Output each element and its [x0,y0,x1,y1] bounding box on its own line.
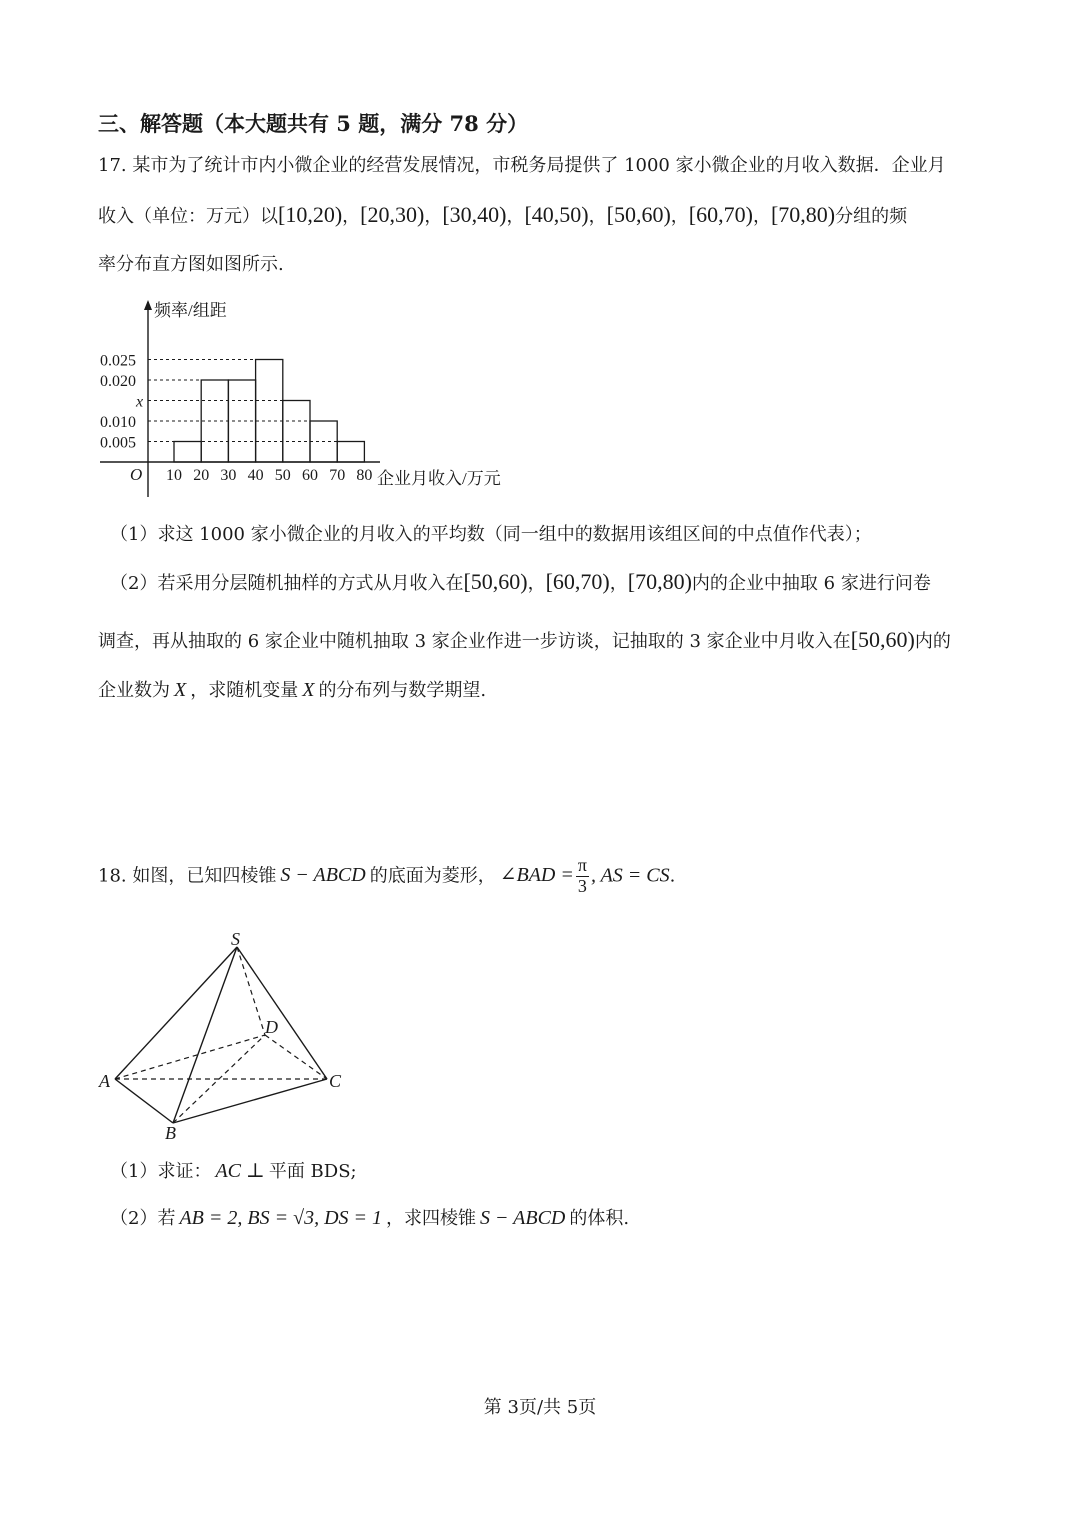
x-tick-2: 20 [193,467,210,484]
q18-part1 [110,1161,357,1181]
interval-6: [60,70) [688,202,753,227]
q18-prefix: 18. 如图，已知四棱锥 [98,865,277,887]
q18-mid: 的底面为菱形， [369,865,496,887]
x-tick-6: 60 [302,467,318,484]
q18-part2-suffix: 的体积. [569,1208,630,1229]
q18-condition: , AS = CS [590,864,670,887]
q17-line3: 率分布直方图如图所示. [98,254,284,275]
pyramid-figure [95,925,355,1145]
interval-3: [30,40) [442,202,507,227]
q18-part2-mid: ，求四棱锥 [386,1208,477,1229]
variable-x-2: X [302,679,315,701]
q18-part2-prefix: （2）若 [110,1208,176,1229]
q18-part2-expr: AB = 2, BS = √3, DS = 1 [179,1207,383,1229]
edge-ab [115,1079,173,1123]
interval-7: [70,80) [770,202,836,227]
edge-sd [237,947,265,1035]
edge-sc [237,947,327,1079]
q18-part2-pyramid: S − ABCD [480,1207,566,1229]
y-axis-label: 频率/组距 [154,301,227,320]
interval-4: [40,50) [524,202,589,227]
q17-part2-line3-a: 企业数为 [98,680,170,701]
q18-part2 [110,1208,629,1228]
histogram-chart [90,292,530,502]
section-title: 三、解答题（本大题共有 5 题，满分 78 分） [98,111,529,136]
y-tick-4: 0.020 [100,373,136,390]
q17-line2-prefix: 收入（单位：万元）以 [98,206,278,227]
edge-dc [265,1035,327,1079]
q18-part1-expr: AC ⊥ [215,1160,265,1182]
q17-part2-line1: （2）若采用分层随机抽样的方式从月收入在[50,60)，[60,70)，[70,80)内的企业中抽取 6 家进行问卷 [110,569,931,594]
histogram-bar-4 [256,360,283,463]
interval-1: [10,20) [278,202,343,227]
histogram-bar-1 [174,442,201,463]
q17-line2: 收入（单位：万元）以[10,20)，[20,30)，[30,40)，[40,50)，[50,60)，[60,70)，[70,80)分组的频 [98,202,908,227]
fraction-numerator: π [577,855,587,875]
q17-part2-line3-b: ，求随机变量 [190,680,299,701]
edge-sb [173,947,237,1123]
label-c: C [329,1071,342,1091]
origin-label: O [130,465,143,484]
label-a: A [99,1071,110,1091]
y-tick-5: 0.025 [100,352,136,370]
q18-angle: ∠BAD = [499,864,574,887]
q18-part1-prefix: （1）求证： [110,1161,212,1182]
x-tick-4: 40 [247,467,264,484]
x-tick-8: 80 [356,467,373,484]
x-axis-label: 企业月收入/万元 [377,469,501,488]
y-tick-2: 0.010 [100,414,136,431]
part2-interval-3: [70,80) [627,569,692,594]
x-tick-1: 10 [166,467,182,484]
x-tick-3: 30 [220,467,237,484]
q17-part2-line3-c: 的分布列与数学期望. [318,680,487,701]
q17-part2-line3 [98,680,486,700]
label-d: D [265,1017,278,1037]
interval-5: [50,60) [606,202,671,227]
y-axis-arrow [144,300,152,310]
q18-part1-suffix: 平面 BDS; [268,1161,357,1182]
part2-line2-interval: [50,60) [850,627,915,652]
q17-part2-suffix: 内的企业中抽取 6 家进行问卷 [691,573,931,594]
q17-part1: （1）求这 1000 家小微企业的月收入的平均数（同一组中的数据用该组区间的中点值作代表）； [110,524,872,545]
histogram-bar-7 [337,442,364,463]
page-footer: 第 3页/共 5页 [483,1397,597,1418]
edge-ad [115,1035,265,1079]
q17-part2-line2-suffix: 内的 [914,631,951,652]
interval-2: [20,30) [360,202,425,227]
x-tick-7: 70 [329,467,346,484]
variable-x: X [174,679,187,701]
label-s: S [231,929,240,949]
part2-interval-1: [50,60) [463,569,528,594]
fraction-denominator: 3 [577,875,587,896]
y-tick-1: 0.005 [100,434,136,452]
part2-interval-2: [60,70) [545,569,610,594]
q17-part2-prefix: （2）若采用分层随机抽样的方式从月收入在 [110,573,464,594]
x-tick-5: 50 [274,467,291,484]
y-tick-3: x [136,393,144,411]
label-b: B [165,1123,176,1143]
q18-line1 [98,856,675,897]
q18-end: . [669,865,676,887]
q18-pyramid: S − ABCD [280,864,366,887]
q18-fraction [576,856,589,897]
q17-line1: 17. 某市为了统计市内小微企业的经营发展情况，市税务局提供了 1000 家小微企业的月收入数据．企业月 [98,155,946,176]
q17-line2-suffix: 分组的频 [835,206,908,227]
histogram-bar-5 [283,401,310,463]
q17-part2-line2-prefix: 调查，再从抽取的 6 家企业中随机抽取 3 家企业作进一步访谈，记抽取的 3 家企业中月收入在 [98,631,851,652]
q17-part2-line2 [98,629,951,651]
edge-sa [115,947,237,1079]
